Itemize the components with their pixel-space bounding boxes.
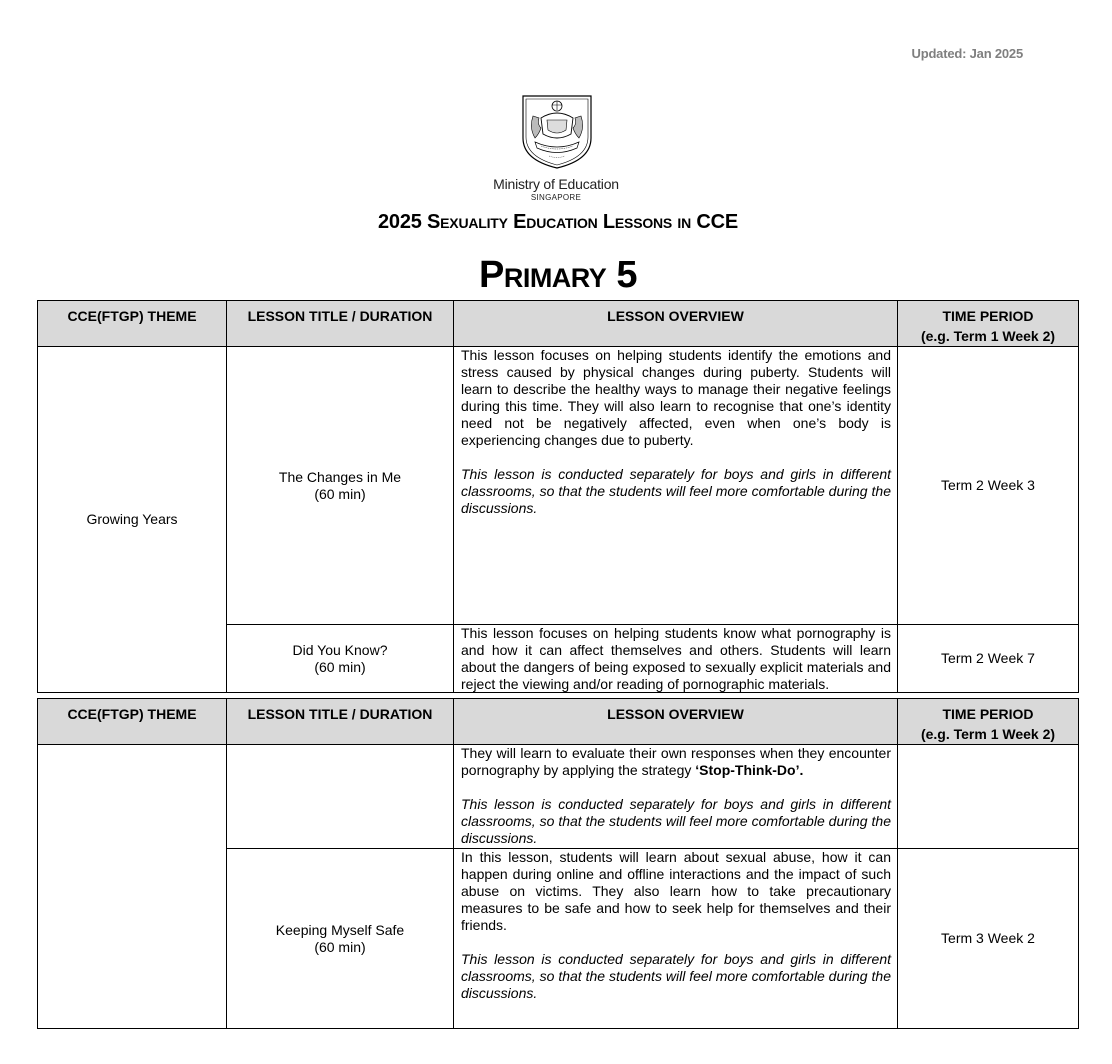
lesson-title: The Changes in Me (278, 468, 402, 485)
lesson-note-text: This lesson is conducted separately for boys and girls in different classrooms, so that the students will feel more comfortable during the discussions. (461, 466, 891, 516)
lesson-overview-cell (454, 745, 898, 849)
column-header-theme: CCE(FTGP) THEME (38, 301, 227, 347)
time-period-cell-empty (898, 745, 1079, 849)
lessons-table-1 (37, 300, 1079, 693)
lesson-overview-text: In this lesson, students will learn about sexual abuse, how it can happen during online and offline interactions and the impact of such abuse on victims. They also learn how to take precautionary measures to be safe and how to seek help for themselves and their friends. (461, 849, 891, 933)
overview-continued-text: They will learn to evaluate their own responses when they encounter pornography by applying the strategy (461, 745, 891, 778)
lesson-title-cell (227, 347, 454, 625)
time-header-label: TIME PERIOD (942, 706, 1034, 722)
table-header-row (38, 699, 1079, 745)
lesson-duration: (60 min) (314, 938, 366, 955)
column-header-overview: LESSON OVERVIEW (454, 301, 898, 347)
lesson-note-text: This lesson is conducted separately for boys and girls in different classrooms, so that the students will feel more comfortable during the discussions. (461, 951, 891, 1001)
lesson-title-cell-empty (227, 745, 454, 849)
column-header-title: LESSON TITLE / DURATION (227, 301, 454, 347)
theme-cell-empty (38, 745, 227, 1029)
time-period-cell: Term 2 Week 3 (898, 347, 1079, 625)
lessons-table-2 (37, 698, 1079, 1029)
document-title: 2025 Sexuality Education Lessons in CCE (377, 211, 739, 233)
lesson-duration: (60 min) (314, 658, 366, 675)
lesson-overview-text: This lesson focuses on helping students identify the emotions and stress caused by physical changes during puberty. Students will learn to describe the healthy ways to manage their negative feelings during this time. They will also learn to recognise that one’s identity need not be negatively affected, even when one’s body is experiencing changes due to puberty. (461, 347, 891, 448)
table-header-row (38, 301, 1079, 347)
time-period-cell: Term 2 Week 7 (898, 625, 1079, 693)
level-title: Primary 5 (478, 254, 638, 296)
lesson-duration: (60 min) (314, 485, 366, 502)
column-header-title: LESSON TITLE / DURATION (227, 699, 454, 745)
column-header-time (898, 699, 1079, 745)
lesson-overview-cell (454, 347, 898, 625)
column-header-overview: LESSON OVERVIEW (454, 699, 898, 745)
theme-cell: Growing Years (38, 347, 227, 693)
time-header-example: (e.g. Term 1 Week 2) (920, 726, 1056, 742)
updated-date: Updated: Jan 2025 (911, 46, 1023, 61)
table-row (38, 745, 1079, 849)
moe-crest-icon (521, 94, 593, 170)
lesson-overview-cell (454, 849, 898, 1029)
country-name: SINGAPORE (530, 193, 582, 202)
ministry-name: Ministry of Education (493, 176, 619, 192)
column-header-time (898, 301, 1079, 347)
table-row (38, 347, 1079, 625)
time-header-label: TIME PERIOD (942, 308, 1034, 324)
lesson-note-text: This lesson is conducted separately for boys and girls in different classrooms, so that the students will feel more comfortable during the discussions. (461, 796, 891, 846)
lesson-title: Did You Know? (292, 641, 388, 658)
column-header-theme: CCE(FTGP) THEME (38, 699, 227, 745)
lesson-title: Keeping Myself Safe (275, 921, 405, 938)
lesson-overview-cell (454, 625, 898, 693)
time-period-cell: Term 3 Week 2 (898, 849, 1079, 1029)
time-header-example: (e.g. Term 1 Week 2) (920, 328, 1056, 344)
lesson-title-cell (227, 625, 454, 693)
lesson-title-cell (227, 849, 454, 1029)
strategy-name: ‘Stop-Think-Do’. (695, 762, 804, 778)
lesson-overview-text (461, 745, 891, 779)
lesson-overview-text: This lesson focuses on helping students know what pornography is and how it can affect themselves and others. Students will learn about the dangers of being exposed to sexually explicit materials and reject the viewing and/or reading of pornographic materials. (461, 625, 891, 692)
